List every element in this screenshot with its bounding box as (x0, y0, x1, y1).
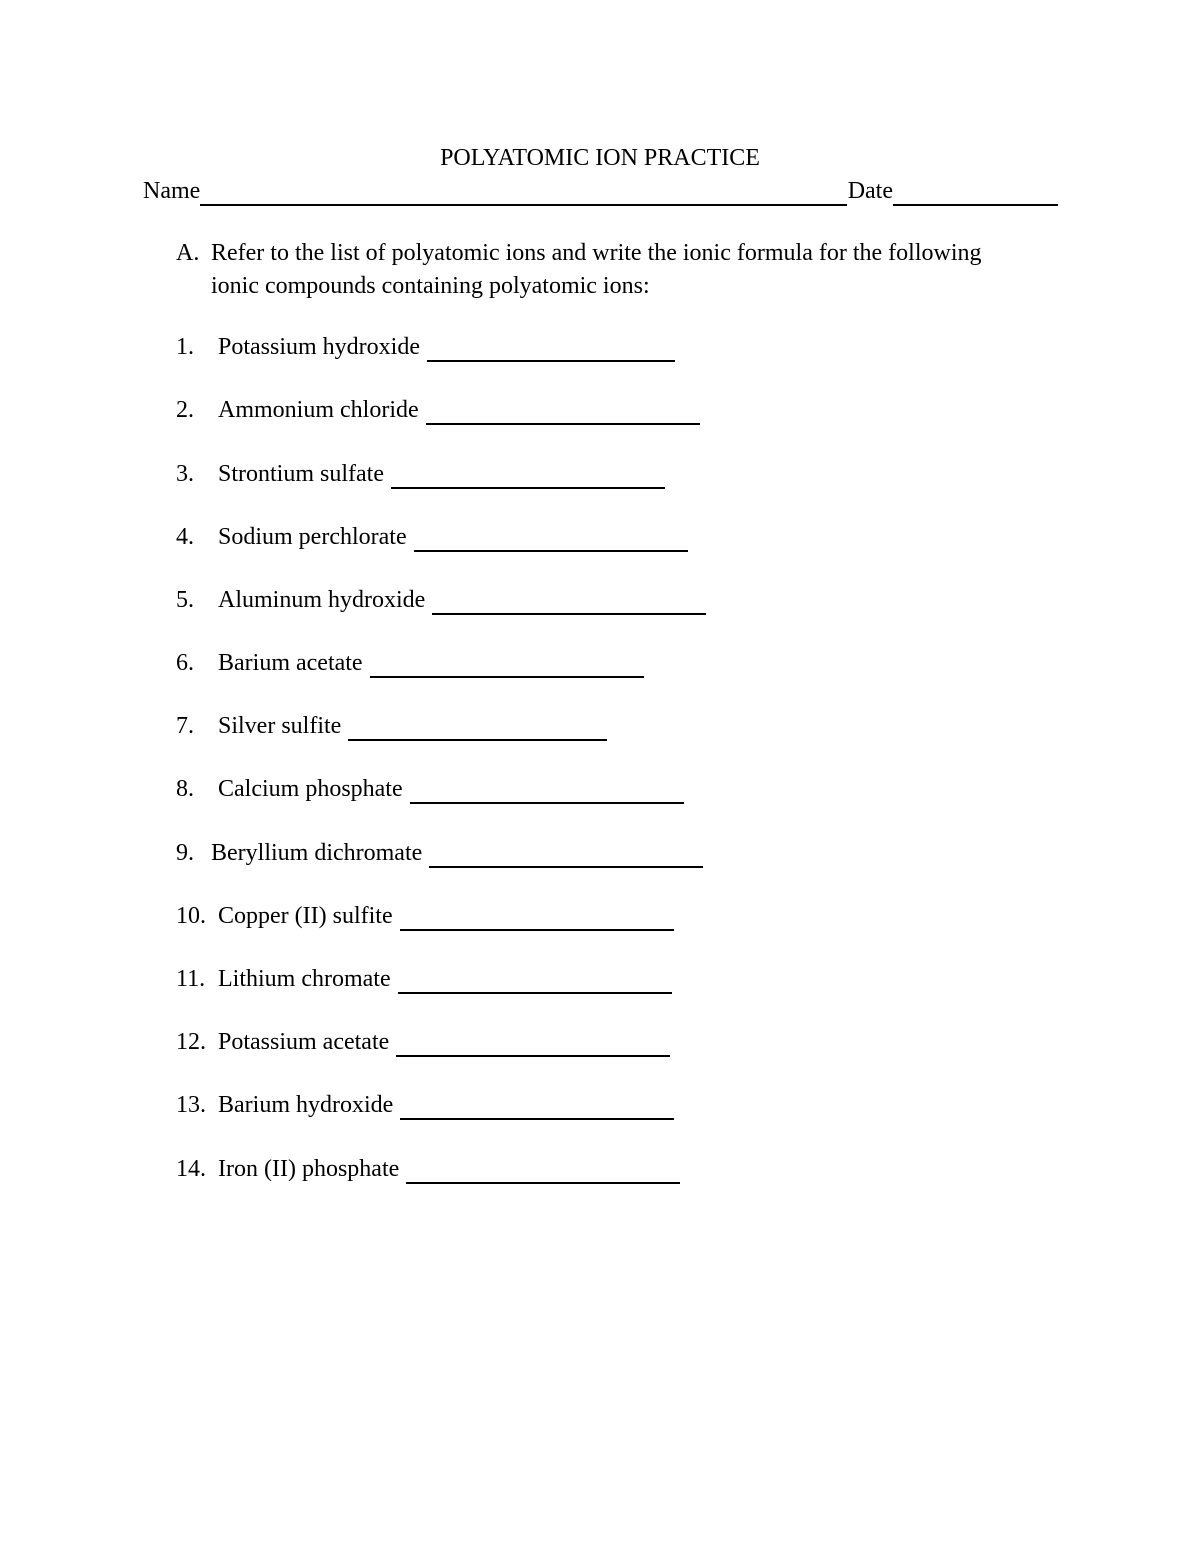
question-text: Strontium sulfate (218, 461, 384, 487)
question-text: Silver sulfite (218, 713, 342, 739)
question-text: Calcium phosphate (218, 776, 403, 802)
answer-blank[interactable] (432, 589, 706, 615)
question-number: 14. (176, 1156, 206, 1182)
question-item (176, 1088, 674, 1120)
question-item (176, 393, 700, 425)
answer-blank[interactable] (400, 1094, 674, 1120)
question-text: Aluminum hydroxide (218, 587, 426, 613)
answer-blank[interactable] (410, 778, 684, 804)
section-letter: A. (176, 240, 200, 266)
question-text: Copper (II) sulfite (218, 903, 393, 929)
question-item (176, 583, 706, 615)
answer-blank[interactable] (400, 905, 674, 931)
answer-blank[interactable] (348, 715, 607, 741)
question-item (176, 836, 703, 868)
question-number: 9. (176, 840, 194, 866)
question-item (176, 646, 644, 678)
question-text: Barium acetate (218, 650, 363, 676)
question-number: 2. (176, 397, 194, 423)
question-item (176, 1152, 680, 1184)
answer-blank[interactable] (396, 1031, 670, 1057)
question-number: 13. (176, 1092, 206, 1118)
question-text: Sodium perchlorate (218, 524, 407, 550)
date-field[interactable] (893, 177, 1058, 206)
question-number: 10. (176, 903, 206, 929)
answer-blank[interactable] (426, 399, 700, 425)
question-text: Potassium acetate (218, 1029, 390, 1055)
question-number: 1. (176, 334, 194, 360)
answer-blank[interactable] (391, 463, 665, 489)
date-label: Date (847, 178, 893, 204)
question-number: 3. (176, 461, 194, 487)
answer-blank[interactable] (370, 652, 644, 678)
question-text: Barium hydroxide (218, 1092, 394, 1118)
question-text: Beryllium dichromate (211, 840, 423, 866)
question-text: Potassium hydroxide (218, 334, 420, 360)
question-number: 5. (176, 587, 194, 613)
answer-blank[interactable] (414, 526, 688, 552)
question-item (176, 709, 607, 741)
page-title: POLYATOMIC ION PRACTICE (440, 145, 760, 171)
name-date-row (143, 176, 1058, 206)
question-number: 7. (176, 713, 194, 739)
question-item (176, 772, 684, 804)
answer-blank[interactable] (427, 336, 675, 362)
question-item (176, 1025, 670, 1057)
question-text: Iron (II) phosphate (218, 1156, 400, 1182)
name-field[interactable] (200, 177, 846, 206)
question-number: 12. (176, 1029, 206, 1055)
question-text: Lithium chromate (218, 966, 391, 992)
question-item (176, 520, 688, 552)
question-item (176, 899, 674, 931)
question-item (176, 457, 665, 489)
answer-blank[interactable] (429, 842, 703, 868)
question-number: 4. (176, 524, 194, 550)
question-text: Ammonium chloride (218, 397, 419, 423)
question-number: 8. (176, 776, 194, 802)
answer-blank[interactable] (398, 968, 672, 994)
answer-blank[interactable] (406, 1158, 680, 1184)
section-instructions (176, 237, 1016, 303)
name-label: Name (143, 178, 201, 204)
instructions-text: Refer to the list of polyatomic ions and write the ionic formula for the following ionic compounds containing polyatomic ions: (211, 240, 982, 299)
question-item (176, 330, 675, 362)
question-item (176, 962, 672, 994)
question-number: 6. (176, 650, 194, 676)
question-number: 11. (176, 966, 206, 992)
